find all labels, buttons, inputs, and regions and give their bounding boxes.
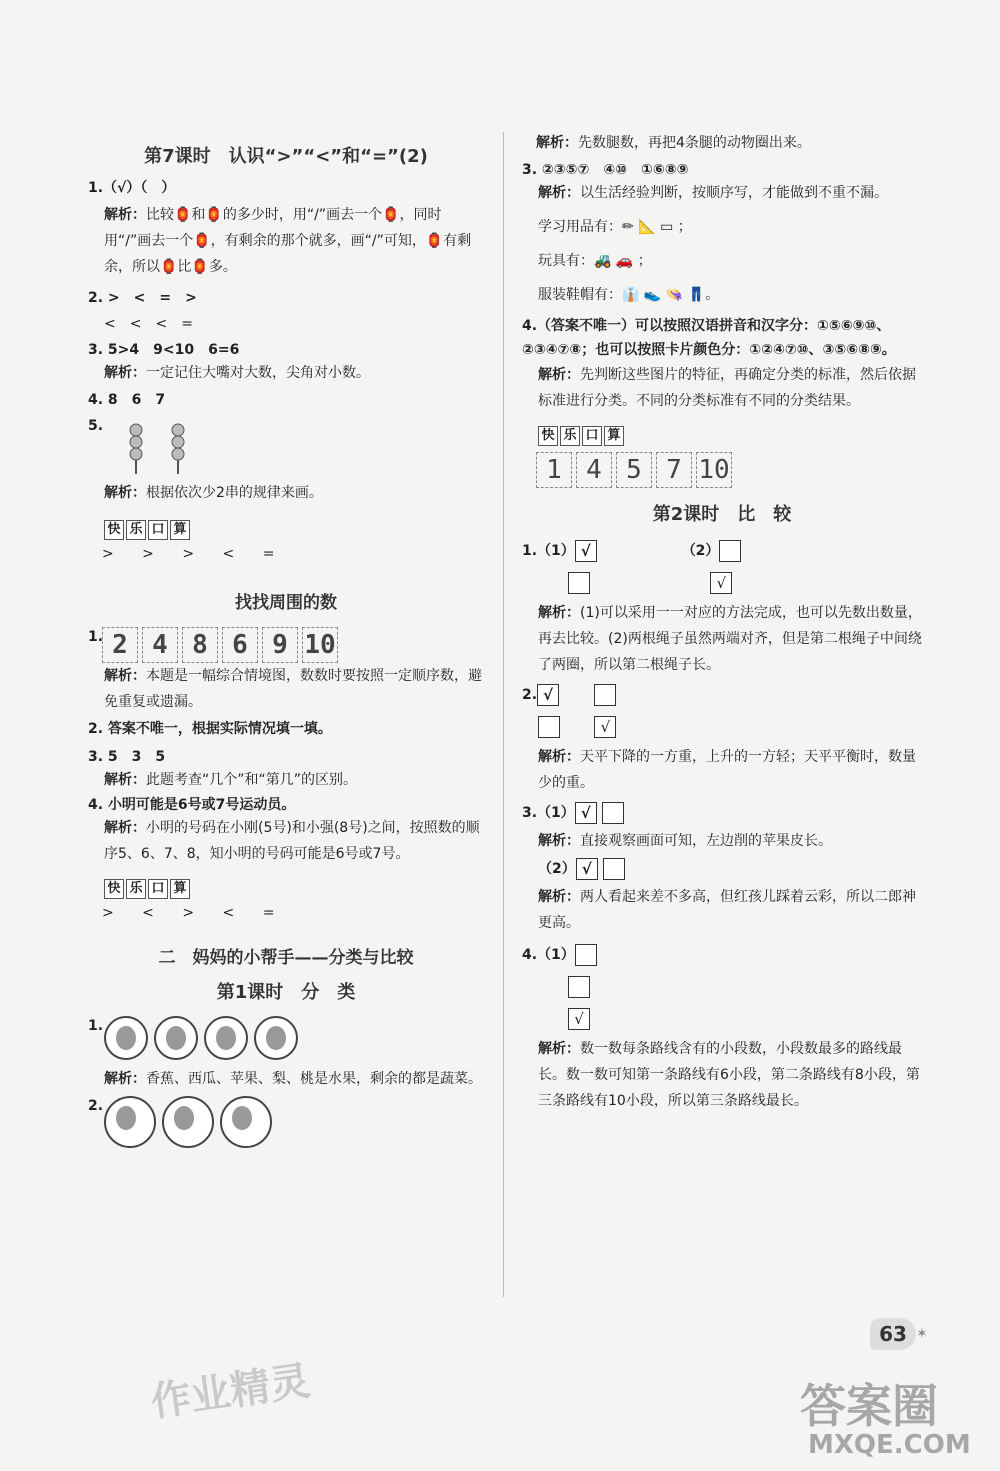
- watermark-url: MXQE.COM: [808, 1430, 971, 1460]
- stationery-icons: ✏ 📐 ▭ ；: [622, 219, 692, 235]
- b4-box-1: [575, 944, 597, 966]
- eggplant-circle-icon: [104, 1016, 148, 1060]
- kousuan-answers-1: > > > < =: [102, 546, 287, 562]
- lesson1-title: 第1课时 分 类: [216, 982, 356, 1003]
- c2-answer: 2.: [88, 1096, 484, 1150]
- c1-explanation: 解析：香蕉、西瓜、苹果、梨、桃是水果，剩余的都是蔬菜。: [104, 1071, 482, 1087]
- q5-answer: 5.: [88, 416, 484, 478]
- b3-2-box-a: √: [576, 858, 598, 880]
- kuaile-kousuan-label-2: 快 乐 口 算: [104, 879, 190, 899]
- b2-answer: 2. √: [522, 684, 922, 706]
- b4-box-3: √: [568, 1008, 590, 1030]
- b2-box-d: √: [594, 716, 616, 738]
- b3-1-answer: 3.（1） √: [522, 802, 922, 824]
- c4-answer: 4.（答案不唯一）可以按照汉语拼音和汉字分：①⑤⑥⑨⑩、②③④⑦⑧；也可以按照卡片颜色分：①②④⑦⑩、③⑤⑥⑧⑨。: [522, 318, 896, 358]
- b1-answer: 1.（1） √ （2）: [522, 540, 922, 562]
- kousuan-answers-2: > < > < =: [102, 905, 287, 921]
- q3-answer: 3. 5>4 9<10 6=6: [88, 342, 240, 358]
- kuaile-kousuan-label-3: 快 乐 口 算: [538, 426, 624, 446]
- analysis-tag: 解析：: [104, 207, 146, 223]
- q1-answer: 1.（√）（ ）: [88, 180, 176, 196]
- f3-explanation: 解析：此题考查“几个”和“第几”的区别。: [104, 772, 358, 788]
- b3-2-answer: （2） √: [522, 858, 922, 880]
- c3-explanation: 解析：以生活经验判断，按顺序写，才能做到不重不漏。: [538, 185, 888, 201]
- dog-circle-icon: [220, 1096, 272, 1148]
- clothing-icons: 👔 👟 👒 👖。: [622, 287, 720, 303]
- b1-explanation: 解析：(1)可以采用一一对应的方法完成，也可以先数出数量，再去比较。(2)两根绳子虽然两端对齐，但是第二根绳子中间绕了两圈，所以第二根绳子长。: [538, 605, 922, 673]
- lesson7-title: 第7课时 认识“>”“<”和“=”(2): [144, 146, 428, 167]
- right-column: [522, 130, 922, 1114]
- unit2-title: 二 妈妈的小帮手——分类与比较: [158, 948, 414, 968]
- f1-answer: 1. 2 4 8 6 9 10: [88, 627, 484, 663]
- turtle-circle-icon: [104, 1096, 156, 1148]
- b1-2-top-box: [719, 540, 741, 562]
- f2-answer: 2. 答案不唯一，根据实际情况填一填。: [88, 721, 332, 737]
- f1-explanation: 解析：本题是一幅综合情境图，数数时要按照一定顺序数，避免重复或遗漏。: [104, 668, 482, 710]
- b2-explanation: 解析：天平下降的一方重，上升的一方轻；天平平衡时，数量少的重。: [538, 749, 916, 791]
- lesson2-title: 第2课时 比 较: [652, 504, 792, 525]
- star-icon: ✶: [916, 1326, 928, 1342]
- b2-box-c: [538, 716, 560, 738]
- q4-answer: 4. 8 6 7: [88, 392, 166, 408]
- b1-2-bottom-box: √: [710, 572, 732, 594]
- q2-answer-line1: 2. > < = >: [88, 290, 197, 306]
- b1-1-bottom-box: [568, 572, 590, 594]
- b1-1-top-box: √: [575, 540, 597, 562]
- f4-answer: 4. 小明可能是6号或7号运动员。: [88, 797, 296, 813]
- q5-explanation: 解析：根据依次少2串的规律来画。: [104, 485, 323, 501]
- candied-haws-picture: [106, 416, 196, 476]
- page-number: 63: [870, 1318, 916, 1350]
- b3-1-box-a: √: [575, 802, 597, 824]
- q1-explanation: 解析：比较🏮和🏮的多少时，用“/”画去一个🏮，同时用“/”画去一个🏮，有剩余的那个就多，画“/”可知，🏮有剩余，所以🏮比🏮多。: [104, 207, 472, 275]
- b2-box-a: √: [537, 684, 559, 706]
- b3-2-explanation: 解析：两人看起来差不多高，但红孩儿踩着云彩，所以二郎神更高。: [538, 889, 916, 931]
- c2-explanation: 解析：先数腿数，再把4条腿的动物圈出来。: [536, 135, 811, 151]
- c1-answer: 1.: [88, 1016, 484, 1066]
- b3-1-explanation: 解析：直接观察画面可知，左边削的苹果皮长。: [538, 833, 832, 849]
- q3-explanation: 解析：一定记住大嘴对大数，尖角对小数。: [104, 365, 370, 381]
- pepper-circle-icon: [154, 1016, 198, 1060]
- find-numbers-title: 找找周围的数: [235, 593, 337, 613]
- q2-answer-line2: < < < =: [104, 316, 193, 332]
- column-divider: [503, 132, 504, 1297]
- toy-icons: 🚜 🚗 ；: [594, 253, 652, 269]
- b2-box-b: [594, 684, 616, 706]
- cabbage-circle-icon: [254, 1016, 298, 1060]
- b3-1-box-b: [602, 802, 624, 824]
- f3-answer: 3. 5 3 5: [88, 749, 166, 765]
- c3-toy-items: 玩具有：🚜 🚗 ；: [538, 253, 652, 269]
- faint-stamp-watermark: 作业精灵: [148, 1358, 313, 1426]
- f4-explanation: 解析：小明的号码在小刚(5号)和小强(8号)之间，按照数的顺序5、6、7、8，知小明的号码可能是6号或7号。: [104, 820, 480, 862]
- c3-study-items: 学习用品有：✏ 📐 ▭ ；: [538, 219, 692, 235]
- c4-explanation: 解析：先判断这些图片的特征，再确定分类的标准，然后依据标准进行分类。不同的分类标准有不同的分类结果。: [538, 367, 916, 409]
- b4-box-2-row: [522, 976, 922, 998]
- b4-explanation: 解析：数一数每条路线含有的小段数，小段数最多的路线最长。数一数可知第一条路线有6小段，第二条路线有8小段，第三条路线有10小段，所以第三条路线最长。: [538, 1041, 920, 1109]
- left-column: [88, 130, 484, 1150]
- b2-second-row: [522, 716, 922, 738]
- b3-2-box-b: [603, 858, 625, 880]
- kuaile-kousuan-label: 快 乐 口 算: [104, 520, 190, 540]
- eggplant2-circle-icon: [204, 1016, 248, 1060]
- b4-box-2: [568, 976, 590, 998]
- b4-answer: 4.（1）: [522, 944, 922, 966]
- c3-clothing-items: 服装鞋帽有：👔 👟 👒 👖。: [538, 287, 720, 303]
- b1-second-row: [522, 572, 922, 594]
- b4-box-3-row: [522, 1008, 922, 1030]
- c3-answer: 3. ②③⑤⑦ ④⑩ ①⑥⑧⑨: [522, 162, 689, 178]
- kousuan-number-boxes: 1 4 5 7 10: [522, 452, 922, 488]
- watermark-logo: 答案圈: [800, 1379, 938, 1433]
- horse-circle-icon: [162, 1096, 214, 1148]
